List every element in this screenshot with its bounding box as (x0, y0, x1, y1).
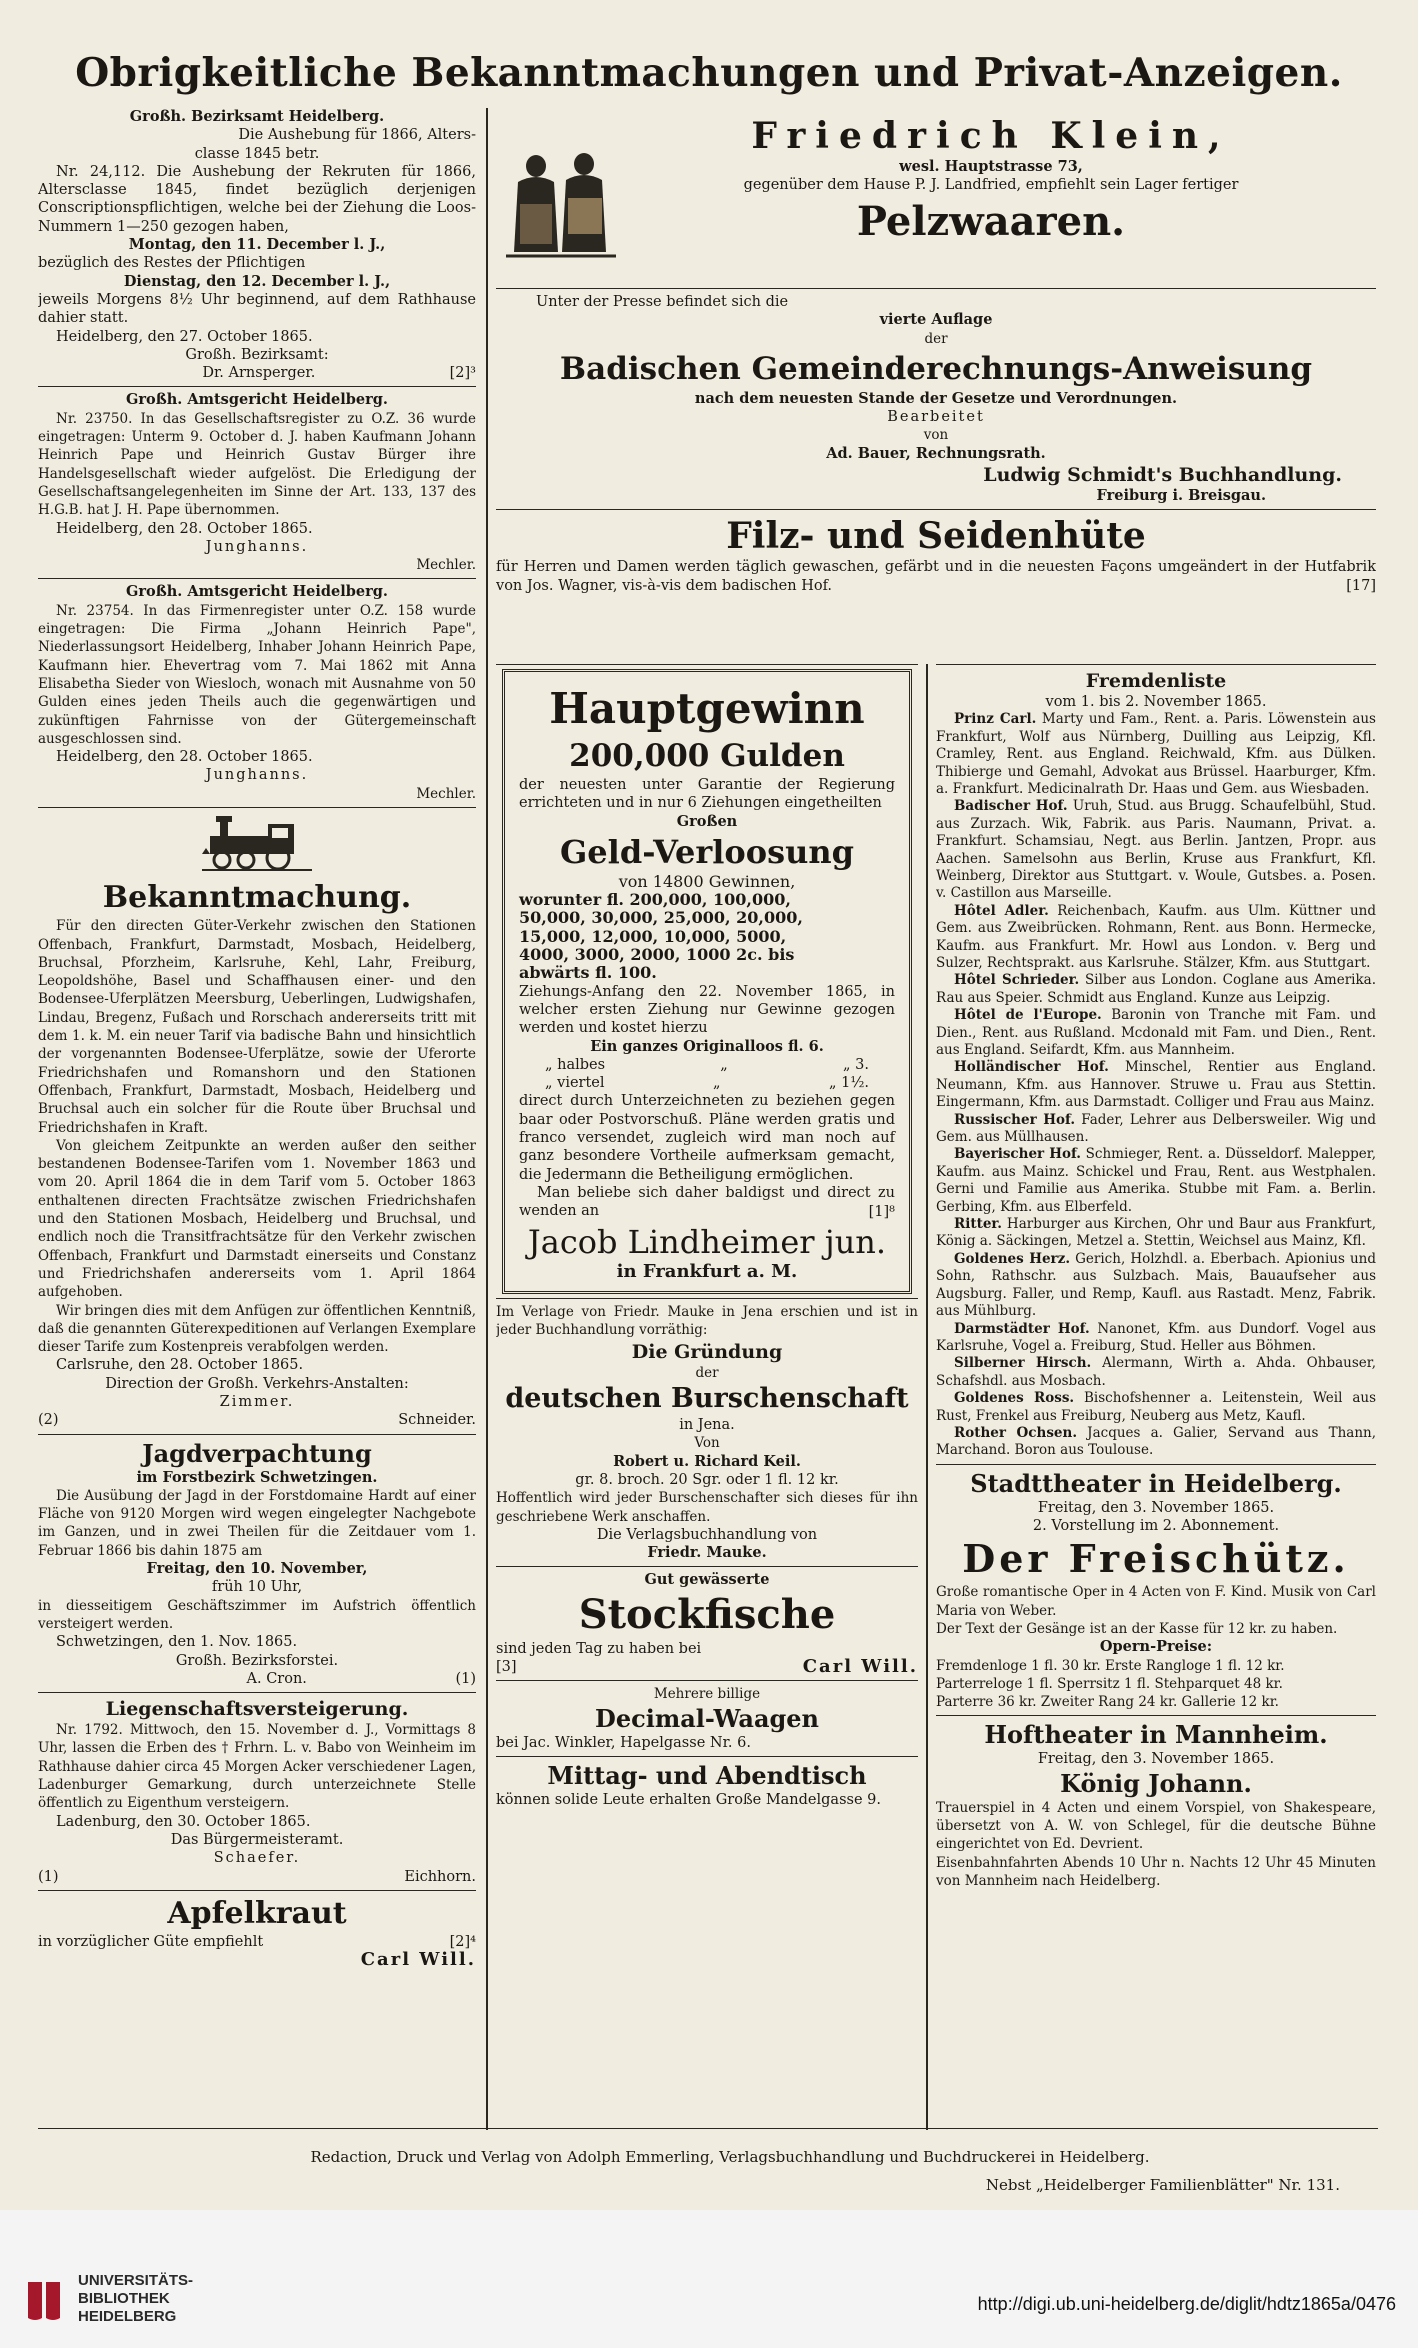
notice-signature: Großh. Bezirksforstei. (175, 1652, 339, 1669)
hotel-guests: Bischofshenner a. Leitenstein, Weil aus Rust, Frenkel aus Freiburg, Neuberg aus Metz, Kaufl. (936, 1390, 1376, 1424)
hotel-name: Darmstädter Hof. (954, 1320, 1090, 1337)
hotel-guests: Baronin von Tranche mit Fam. und Dien., Rent. aus Rußland. Mcdonald mit Fam. und Dien., Rent. aus England. Seifardt, Kfm. aus Mannheim. (936, 1007, 1376, 1059)
hotel-name: Badischer Hof. (954, 798, 1068, 815)
separator (38, 807, 476, 808)
ad-ref: [2]⁴ (449, 1933, 476, 1950)
hotel-name: Silberner Hirsch. (954, 1355, 1092, 1372)
book-publisher: Ludwig Schmidt's Buchhandlung. (983, 464, 1342, 487)
column-left (38, 108, 476, 2128)
notice-signature: Direction der Großh. Verkehrs-Anstalten: (105, 1375, 409, 1392)
lottery-text: Man beliebe sich daher baldigst und direct zu wenden an (519, 1184, 895, 1220)
lottery-prizes: worunter fl. 200,000, 100,000, (519, 890, 791, 910)
book-ad-text: Hoffentlich wird jeder Burschenschafter sich dieses für ihn geschriebene Werk anschaffen. (496, 1490, 918, 1525)
theatre-title: Stadttheater in Heidelberg. (970, 1468, 1342, 1498)
book-city: Freiburg i. Breisgau. (1096, 487, 1266, 505)
lottery-line: von 14800 Gewinnen, (618, 871, 796, 891)
column-middle (496, 664, 918, 2130)
hotel-name: Hôtel Adler. (954, 902, 1049, 919)
hotel-guests: Jacques a. Galier, Servand aus Thann, Marchand. Boron aus Toulouse. (936, 1424, 1376, 1459)
book-line: in Jena. (679, 1417, 735, 1434)
ad-title: Apfelkraut (167, 1895, 347, 1931)
notice-signature: Eichhorn. (404, 1868, 476, 1885)
notice-subject: Die Aushebung für 1866, Alters- (238, 127, 476, 144)
separator (38, 386, 476, 387)
notice-subject: classe 1845 betr. (194, 145, 320, 162)
library-name-line: HEIDELBERG (78, 2308, 177, 2325)
hotel-guests: Fader, Lehrer aus Delbersweiler. Wig und Gem. aus Müllhausen. (936, 1111, 1376, 1146)
column-rule (926, 664, 928, 2130)
notice-signature: Junghanns. (205, 767, 309, 784)
hotel-name: Hôtel de l'Europe. (954, 1007, 1102, 1024)
notice-place-date: Ladenburg, den 30. October 1865. (56, 1813, 311, 1830)
library-name-line: UNIVERSITÄTS- (78, 2272, 194, 2289)
theatre-text: Der Text der Gesänge ist an der Kasse für 12 kr. zu haben. (936, 1620, 1338, 1637)
separator (38, 1890, 476, 1891)
lottery-price: Ein ganzes Originalloos fl. 6. (590, 1037, 824, 1055)
notice-place-date: Heidelberg, den 27. October 1865. (56, 328, 313, 345)
ad-ref: [17] (1346, 577, 1376, 594)
theatre-train: Eisenbahnfahrten Abends 10 Uhr n. Nachts 12 Uhr 45 Minuten von Mannheim nach Heidelberg. (936, 1854, 1376, 1889)
guest-list-entry (936, 903, 1376, 973)
lottery-price: „ 3. (843, 1056, 869, 1073)
book-ad-line: der (924, 330, 948, 347)
ad-text: können solide Leute erhalten Große Mandelgasse 9. (496, 1791, 881, 1808)
lottery-prizes: 50,000, 30,000, 25,000, 20,000, (519, 908, 803, 928)
notice-heading: Großh. Amtsgericht Heidelberg. (126, 391, 388, 409)
notice-place-date: Heidelberg, den 28. October 1865. (56, 749, 313, 766)
notice-date-line: Montag, den 11. December l. J., (128, 236, 386, 254)
notice-place-date: Heidelberg, den 28. October 1865. (56, 520, 313, 537)
top-ads-block (496, 108, 1376, 664)
ad-text: gegenüber dem Hause P. J. Landfried, empfiehlt sein Lager fertiger (743, 177, 1239, 194)
separator (936, 1464, 1376, 1465)
hotel-name: Goldenes Ross. (954, 1390, 1075, 1407)
notice-text: in diesseitigem Geschäftszimmer im Aufstrich öffentlich versteigert werden. (38, 1597, 476, 1632)
notice-ref: (2) (38, 1412, 59, 1429)
guest-list-entry (936, 1425, 1376, 1460)
theatre-price-line: Parterre 36 kr. Zweiter Rang 24 kr. Gallerie 12 kr. (936, 1694, 1279, 1711)
guest-list-entry (936, 798, 1376, 902)
notice-date-line: früh 10 Uhr, (211, 1579, 303, 1596)
ad-title: Filz- und Seidenhüte (726, 515, 1146, 558)
separator (496, 509, 1376, 510)
hotel-guests: Marty und Fam., Rent. a. Paris. Löwenstein aus Frankfurt, Wolf aus Nürnberg, Duilling aus Leipzig, Kfl. Cramley, Rent. aus England. Reichwald, Kfm. aus Dülken. Thibierge und Gemahl, Advokat aus Brüssel. Haarburger, Kfm. a. Frankfurt. Medicinalrath Dr. Haas und Gem. aus Wiesbaden. (936, 711, 1376, 797)
hotel-guests: Silber aus London. Coglane aus Amerika. Rau aus Speier. Schmidt aus England. Kunze aus Leipzig. (936, 972, 1376, 1006)
theatre-price-line: Fremdenloge 1 fl. 30 kr. Erste Rangloge 1 fl. 12 kr. (936, 1657, 1285, 1674)
hotel-name: Prinz Carl. (954, 711, 1037, 728)
hotel-name: Goldenes Herz. (954, 1250, 1071, 1267)
ad-line: Gut gewässerte (644, 1571, 770, 1589)
separator (936, 1715, 1376, 1716)
notice-text: Nr. 23754. In das Firmenregister unter O.Z. 158 wurde eingetragen: Die Firma „Johann Heinrich Pape", Niederlassungsort Heidelberg, Inhaber Johann Heinrich Pape, Kaufmann hier. Ehevertrag vom 7. Mai 1862 mit Anna Elisabetha Sieder von Wiesloch, wonach mit Ausnahme von 50 Gulden eines jeden Theils auch die gegenwärtigen und zukünftigen Fahrnisse von der Gütergemeinschaft ausgeschlossen sind. (38, 602, 476, 747)
lottery-text: Ziehungs-Anfang den 22. November 1865, in welcher ersten Ziehung nur Gewinne gezogen werden und kostet hierzu (519, 983, 895, 1037)
ad-title: Stockfische (578, 1590, 836, 1638)
guest-list-entry (936, 1390, 1376, 1425)
notice-title: Bekanntmachung. (102, 880, 412, 916)
notice-signature: Schaefer. (213, 1850, 301, 1867)
ad-text: bei Jac. Winkler, Hapelgasse Nr. 6. (496, 1734, 751, 1751)
notice-date-line: Dienstag, den 12. December l. J., (123, 272, 391, 290)
notice-signature: A. Cron. (246, 1670, 307, 1687)
ad-title: Decimal-Waagen (595, 1703, 819, 1733)
hotel-guests: Gerich, Holzhdl. a. Eberbach. Apionius und Sohn, Rathschr. aus Sulzbach. Mais, Bauaufseher aus Augsburg. Faller, und Remp, Kaufl. aus Rastadt. Menz, Fabrik. aus Mühlburg. (936, 1250, 1376, 1320)
guest-list-title: Fremdenliste (1085, 670, 1227, 692)
library-name (78, 2272, 193, 2326)
notice-date-line: Freitag, den 10. November, (146, 1560, 368, 1578)
notice-signature: Großh. Bezirksamt: (185, 346, 329, 363)
lottery-price: „ halbes (545, 1056, 606, 1073)
ad-ref: [3] (496, 1658, 517, 1675)
notice-text: Die Ausübung der Jagd in der Forstdomaine Hardt auf einer Fläche von 9120 Morgen wird wegen eingelegter Nachgebote im Ganzen, und in zwei Theilen für die Zeitdauer vom 1. Februar 1866 bis dahin 1875 am (38, 1487, 476, 1559)
ad-product: Pelzwaaren. (856, 197, 1126, 245)
lottery-prizes: 4000, 3000, 2000, 1000 2c. bis (519, 945, 795, 965)
hotel-name: Russischer Hof. (954, 1111, 1076, 1128)
notice-text: Nr. 1792. Mittwoch, den 15. November d. J., Vormittags 8 Uhr, lassen die Erben des † Frhrn. L. v. Babo von Weinheim im Rathhause dahier circa 45 Morgen Acker verschiedener Lagen, Ladenburger Gemarkung, durch unterzeichnete Stelle öffentlich zu Eigenthum versteigern. (38, 1722, 476, 1812)
notice-ref: [2]³ (449, 365, 476, 382)
book-author: Robert u. Richard Keil. (613, 1452, 801, 1470)
column-rule (486, 108, 488, 2130)
theatre-date: Freitag, den 3. November 1865. (1037, 1751, 1275, 1768)
separator (38, 1434, 476, 1435)
separator (496, 1298, 918, 1299)
theatre-play: Der Freischütz. (962, 1536, 1350, 1582)
lottery-prizes: abwärts fl. 100. (519, 963, 657, 983)
lottery-heading: Geld-Verloosung (559, 832, 855, 871)
book-ad-line: Bearbeitet (887, 409, 985, 426)
book-ad-line: von (923, 427, 949, 444)
book-ad-line: Unter der Presse befindet sich die (536, 294, 789, 310)
hotel-guests: Reichenbach, Kaufm. aus Ulm. Küttner und Gem. aus Zweibrücken. Rohmann, Rent. aus Bonn. Hermecke, Kaufm. aus Frankfurt. Mr. Howl aus London. v. Berg und Sulzer, Rechtsprakt. aus Karlsruhe. Stälzer, Kfm. aus Stuttgart. (936, 902, 1376, 971)
separator (38, 1692, 476, 1693)
lottery-text: der neuesten unter Garantie der Regierung errichteten und in nur 6 Ziehungen eingetheilten (519, 777, 895, 812)
book-line: Von (694, 1435, 720, 1452)
ad-title: Friedrich Klein, (751, 115, 1231, 157)
university-library-logo (22, 2278, 68, 2328)
theatre-date: Freitag, den 3. November 1865. (1037, 1499, 1275, 1516)
lottery-price: „ (712, 1075, 721, 1092)
locomotive-icon (202, 814, 312, 872)
library-name-line: BIBLIOTHEK (78, 2290, 170, 2307)
theatre-title: Hoftheater in Mannheim. (984, 1720, 1328, 1750)
masthead: Obrigkeitliche Bekanntmachungen und Privat-Anzeigen. (75, 50, 1343, 96)
book-publisher: Friedr. Mauke. (647, 1544, 767, 1562)
library-footer-bar (0, 2210, 1418, 2348)
notice-text: jeweils Morgens 8½ Uhr beginnend, auf dem Rathhause dahier statt. (38, 291, 476, 327)
theatre-text: Trauerspiel in 4 Acten und einem Vorspiel, von Shakespeare, übersetzt von A. W. von Schlegel, für die deutsche Bühne eingerichtet von Ed. Devrient. (936, 1799, 1376, 1853)
supplement-line: Nebst „Heidelberger Familienblätter" Nr. 131. (985, 2176, 1340, 2194)
ad-text: für Herren und Damen werden täglich gewaschen, gefärbt und in die neuesten Façons umgeändert in der Hutfabrik von Jos. Wagner, vis-à-vis dem badischen Hof. (496, 559, 1376, 594)
book-line: der (695, 1364, 719, 1381)
notice-signature: Schneider. (398, 1412, 476, 1429)
notice-text: bezüglich des Restes der Pflichtigen (38, 255, 306, 272)
separator (496, 1756, 918, 1757)
notice-subtitle: im Forstbezirk Schwetzingen. (136, 1468, 378, 1486)
guest-list-entry (936, 1007, 1376, 1059)
lottery-city: in Frankfurt a. M. (616, 1260, 798, 1282)
hotel-name: Bayerischer Hof. (954, 1146, 1081, 1163)
hotel-name: Holländischer Hof. (954, 1059, 1109, 1076)
separator (496, 1566, 918, 1567)
theatre-prices-heading: Opern-Preise: (1099, 1638, 1213, 1656)
guest-list (936, 711, 1376, 1459)
ad-title: Mittag- und Abendtisch (547, 1760, 867, 1790)
book-price: gr. 8. broch. 20 Sgr. oder 1 fl. 12 kr. (575, 1471, 839, 1488)
lottery-line: Großen (676, 812, 738, 830)
notice-text: Nr. 23750. In das Gesellschaftsregister zu O.Z. 36 wurde eingetragen: Unterm 9. October d. J. haben Kaufmann Johann Heinrich Pape und Heinrich Gustav Bürger ihre Handelsgesellschaft wieder aufgelöst. Die Erledigung der Gesellschaftsangelegenheiten im Sinne der Art. 133, 137 des H.G.B. hat J. H. Pape übernommen. (38, 410, 476, 519)
fur-traders-illustration (506, 148, 616, 273)
book-subtitle: nach dem neuesten Stande der Gesetze und Verordnungen. (694, 389, 1178, 407)
notice-heading: Großh. Amtsgericht Heidelberg. (126, 583, 388, 601)
separator (936, 664, 1376, 665)
guest-list-entry (936, 1112, 1376, 1147)
notice-text: Nr. 24,112. Die Aushebung der Rekruten für 1866, Altersclasse 1845, findet bezüglich derjenigen Conscriptionspflichtigen, welche bei der Ziehung die Loos-Nummern 1—250 gezogen haben, (38, 163, 476, 235)
lottery-price: „ viertel (545, 1075, 605, 1092)
notice-heading: Großh. Bezirksamt Heidelberg. (129, 108, 385, 125)
notice-title: Jagdverpachtung (142, 1438, 372, 1468)
guest-list-date: vom 1. bis 2. November 1865. (1045, 694, 1267, 710)
hotel-guests: Alermann, Wirth a. Ahda. Ohbauser, Schafshdl. aus Mosbach. (936, 1355, 1376, 1389)
notice-text: Für den directen Güter-Verkehr zwischen den Stationen Offenbach, Frankfurt, Darmstadt, Mosbach, Heidelberg, Bruchsal, Pforzheim, Karlsruhe, Kehl, Lahr, Freiburg, Leopoldshöhe, Basel und Schaffhausen einer- und den Bodensee-Uferplätzen Meersburg, Ueberlingen, Ludwigshafen, Lindau, Bregenz, Fußach und Rorschach andererseits tritt mit dem 1. k. M. ein neuer Tarif via badische Bahn und hinsichtlich der vorgenannten Bodensee-Uferplätze, sowie der Uferorte Friedrichshafen und Romanshorn und den Stationen Offenbach, Frankfurt, Darmstadt, Mosbach, Heidelberg und Bruchsal auch ein solcher für die Route über Bruchsal und Friedrichshafen in Kraft. (38, 918, 476, 1136)
notice-signature: Das Bürgermeisteramt. (170, 1831, 344, 1848)
locomotive-illustration (38, 814, 476, 877)
book-line: Die Verlagsbuchhandlung von (596, 1526, 818, 1543)
theatre-text: Große romantische Oper in 4 Acten von F. Kind. Musik von Carl Maria von Weber. (936, 1584, 1376, 1619)
theatre-line: 2. Vorstellung im 2. Abonnement. (1032, 1518, 1280, 1535)
ad-signature: Carl Will. (360, 1949, 476, 1971)
hotel-name: Rother Ochsen. (954, 1424, 1078, 1441)
book-ad-line: vierte Auflage (879, 311, 993, 329)
separator (496, 1680, 918, 1681)
hotel-name: Hôtel Schrieder. (954, 972, 1080, 989)
column-right (936, 664, 1376, 2130)
notice-place-date: Carlsruhe, den 28. October 1865. (56, 1357, 304, 1374)
lottery-price: „ (720, 1056, 728, 1073)
guest-list-entry (936, 711, 1376, 798)
theatre-price-line: Parterreloge 1 fl. Sperrsitz 1 fl. Stehparquet 48 kr. (936, 1675, 1283, 1692)
notice-signature: Zimmer. (219, 1394, 295, 1410)
book-title: Die Gründung (631, 1340, 783, 1363)
guest-list-entry (936, 1146, 1376, 1216)
lottery-price: „ 1½. (828, 1075, 869, 1092)
ad-line: Mehrere billige (653, 1686, 761, 1703)
hotel-name: Ritter. (954, 1216, 1002, 1233)
lottery-merchant: Jacob Lindheimer jun. (527, 1222, 887, 1261)
book-title: deutschen Burschenschaft (505, 1383, 909, 1415)
book-ad-text: Im Verlage von Friedr. Mauke in Jena erschien und ist in jeder Buchhandlung vorräthig: (496, 1304, 918, 1339)
hotel-guests: Minschel, Rentier aus England. Neumann, Kfm. aus Hannover. Struwe u. Frau aus Stettin. Eingermann, Kfm. aus Darmstadt. Colliger und Frau aus Mainz. (936, 1059, 1376, 1111)
notice-place-date: Schwetzingen, den 1. Nov. 1865. (56, 1634, 298, 1651)
library-logo-icon (22, 2278, 68, 2324)
notice-signature: Mechler. (416, 557, 476, 574)
notice-signature: Dr. Arnsperger. (202, 365, 316, 382)
guest-list-entry (936, 1059, 1376, 1111)
imprint-line: Redaction, Druck und Verlag von Adolph Emmerling, Verlagsbuchhandlung und Buchdruckerei in Heidelberg. (310, 2148, 1150, 2166)
guest-list-entry (936, 1355, 1376, 1390)
ad-text: sind jeden Tag zu haben bei (496, 1640, 702, 1657)
guest-list-entry (936, 1216, 1376, 1251)
permalink-url[interactable]: http://digi.ub.uni-heidelberg.de/diglit/hdtz1865a/0476 (977, 2294, 1396, 2314)
lottery-text: direct durch Unterzeichneten zu beziehen gegen baar oder Postvorschuß. Pläne werden gratis und franco versendet, zugleich wird man noch auf ganz besondere Vortheile aufmerksam gemacht, die Jedermann die Betheiligung ermöglichen. (519, 1093, 895, 1183)
notice-text: Wir bringen dies mit dem Anfügen zur öffentlichen Kenntniß, daß die genannten Güterexpeditionen auf Verlangen Exemplare dieser Tarife zum Kostenpreis verabfolgen werden. (38, 1302, 476, 1356)
hotel-guests: Schmieger, Rent. a. Düsseldorf. Malepper, Kaufm. aus Mainz. Schickel und Frau, Rent. aus Westphalen. Gerni und Familie aus Amerika. Stubbe mit Fam. a. Berlin. Gerbing, Kfm. aus Elberfeld. (936, 1146, 1376, 1215)
lottery-amount: 200,000 Gulden (569, 738, 845, 774)
notice-ref: (1) (455, 1670, 476, 1687)
hotel-guests: Uruh, Stud. aus Brugg. Schaufelbühl, Stud. aus Zurzach. Wik, Fabrik. aus Paris. Naumann, Privat. a. Frankfurt. Schamsiau, Negt. aus Berlin. Jantzen, Propr. aus Aachen. Samelsohn aus Berlin, Kruse aus Frankfurt, Kfl. Weinberg, Direktor aus Stuttgart. v. Woule, Gutsbes. a. Posen. v. Castillon aus Marseille. (936, 798, 1376, 902)
book-title: Badischen Gemeinderechnungs-Anweisung (559, 350, 1313, 387)
ad-address: wesl. Hauptstrasse 73, (899, 158, 1083, 175)
guest-list-entry (936, 1321, 1376, 1356)
theatre-play: König Johann. (1060, 1768, 1252, 1798)
hotel-guests: Harburger aus Kirchen, Ohr und Baur aus Frankfurt, König a. Säckingen, Metzel a. Stettin, Weichsel aus Mainz, Kfl. (936, 1216, 1376, 1250)
lottery-title: Hauptgewinn (549, 684, 865, 733)
separator (496, 664, 918, 665)
ad-signature: Carl Will. (802, 1655, 918, 1677)
separator (496, 288, 1376, 289)
lottery-ref: [1]⁸ (868, 1203, 895, 1220)
guest-list-entry (936, 972, 1376, 1007)
notice-title: Liegenschaftsversteigerung. (105, 1698, 409, 1721)
guest-list-entry (936, 1251, 1376, 1321)
fur-figures-icon (506, 148, 616, 268)
notice-ref: (1) (38, 1868, 59, 1885)
book-author: Ad. Bauer, Rechnungsrath. (826, 444, 1046, 462)
notice-signature: Junghanns. (205, 538, 309, 555)
separator (38, 578, 476, 579)
lottery-ad-box (502, 669, 912, 1294)
lottery-prizes: 15,000, 12,000, 10,000, 5000, (519, 926, 787, 946)
notice-signature: Mechler. (416, 785, 476, 802)
ad-text: in vorzüglicher Güte empfiehlt (38, 1933, 264, 1950)
notice-text: Von gleichem Zeitpunkte an werden außer den seither bestandenen Bodensee-Tarifen vom 1. November 1863 und vom 20. April 1864 die in dem Tarif vom 5. October 1863 enthaltenen directen Frachtsätze zwischen Friedrichshafen und den Stationen Mosbach, Heidelberg und Bruchsal, und endlich noch die Transitfrachtsätze für den Verkehr zwischen Offenbach, Frankfurt und Darmstadt einerseits und Constanz und Friedrichshafen andererseits vom 1. April 1864 aufgehoben. (38, 1137, 476, 1301)
hotel-guests: Nanonet, Kfm. aus Dundorf. Vogel aus Karlsruhe, Vogel a. Freiburg, Stud. Heller aus Böhmen. (936, 1320, 1376, 1354)
